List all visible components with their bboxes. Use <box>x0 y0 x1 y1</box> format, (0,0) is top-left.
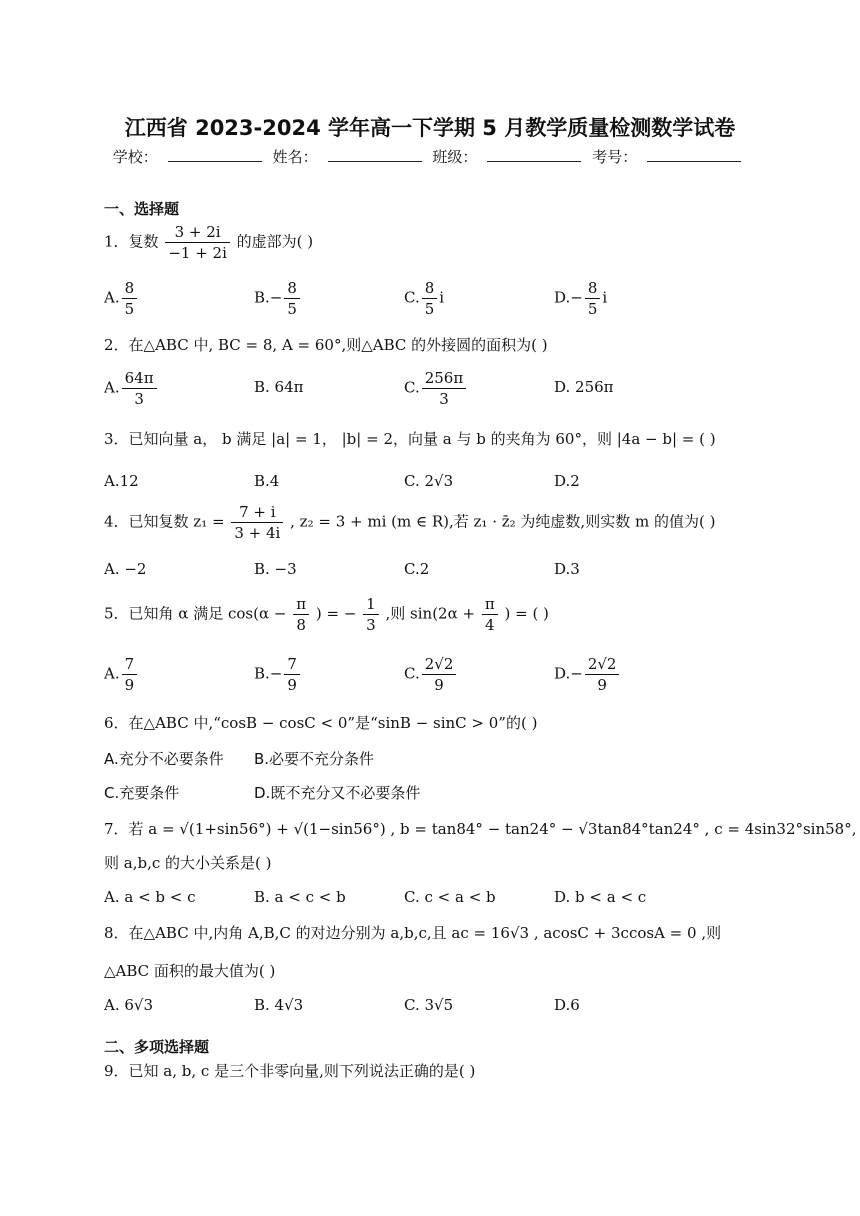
q8-option-c[interactable]: C. 3√5 <box>404 996 454 1014</box>
q8-option-d[interactable]: D.6 <box>554 996 580 1014</box>
class-label: 班级： <box>432 148 478 166</box>
q4-option-c[interactable]: C.2 <box>404 560 430 578</box>
q3-option-d[interactable]: D.2 <box>554 472 580 490</box>
question-3: 3．已知向量 a， b 满足 |a| = 1， |b| = 2，向量 a 与 b 的夹角为 60°，则 |4a − b| = ( ) <box>104 430 716 448</box>
q7-option-a[interactable]: A. a < b < c <box>104 888 196 906</box>
q7-option-c[interactable]: C. c < a < b <box>404 888 496 906</box>
name-label: 姓名： <box>272 148 318 166</box>
q4-option-a[interactable]: A. −2 <box>104 560 147 578</box>
q7-option-b[interactable]: B. a < c < b <box>254 888 346 906</box>
q2-option-c[interactable]: C. $\frac{256\pi}{3}$ <box>404 368 468 409</box>
q1-option-a[interactable]: A. $\frac{8}{5}$ <box>104 278 139 319</box>
q6-option-b[interactable]: B.必要不充分条件 <box>254 750 375 768</box>
q1-option-d[interactable]: D.− $\frac{8}{5}$ i <box>554 279 608 318</box>
q1-stem-b: 的虚部为( ) <box>236 232 314 251</box>
question-4: 4．已知复数 z₁ = $\frac{7 + i}{3 + 4i}$ , z₂ = 3 + mi (m ∈ R),若 z₁ · z̄₂ 为纯虚数,则实数 m 的值为( ) <box>104 503 716 542</box>
q6-option-c[interactable]: C.充要条件 <box>104 784 180 802</box>
q5-option-c[interactable]: C. $\frac{2√2}{9}$ <box>404 654 458 695</box>
school-blank[interactable] <box>168 147 262 162</box>
q8-option-a[interactable]: A. 6√3 <box>104 996 154 1014</box>
class-blank[interactable] <box>487 147 581 162</box>
q5-options <box>104 654 764 694</box>
q3-option-b[interactable]: B.4 <box>254 472 280 490</box>
q4-option-b[interactable]: B. −3 <box>254 560 297 578</box>
exam-title: 江西省 2023-2024 学年高一下学期 5 月教学质量检测数学试卷 <box>124 116 736 140</box>
question-2: 2．在△ABC 中, BC = 8, A = 60°,则△ABC 的外接圆的面积为( ) <box>104 336 548 354</box>
question-9: 9．已知 a, b, c 是三个非零向量,则下列说法正确的是( ) <box>104 1062 476 1080</box>
q7-option-d[interactable]: D. b < a < c <box>554 888 647 906</box>
q6-options-row2 <box>104 782 764 822</box>
q2-option-b[interactable]: B. 64π <box>254 378 304 396</box>
q5-option-b[interactable]: B.− $\frac{7}{9}$ <box>254 654 302 695</box>
q1-fraction: $\frac{3 + 2i}{-1 + 2i}$ <box>165 222 230 263</box>
student-info-row <box>0 146 860 167</box>
name-blank[interactable] <box>328 147 422 162</box>
q3-option-a[interactable]: A.12 <box>104 472 139 490</box>
section-heading-single-choice: 一、选择题 <box>104 200 180 218</box>
q1-options <box>104 278 764 318</box>
q2-option-a[interactable]: A. $\frac{64\pi}{3}$ <box>104 368 159 409</box>
q1-option-b[interactable]: B.− $\frac{8}{5}$ <box>254 278 302 319</box>
q5-option-a[interactable]: A. $\frac{7}{9}$ <box>104 654 139 695</box>
number-label: 考号： <box>592 148 638 166</box>
question-6: 6．在△ABC 中,“cosB − cosC < 0”是“sinB − sinC > 0”的( ) <box>104 714 538 732</box>
q6-option-a[interactable]: A.充分不必要条件 <box>104 750 224 768</box>
question-1 <box>104 222 764 263</box>
q2-options <box>104 368 764 408</box>
q2-option-d[interactable]: D. 256π <box>554 378 614 396</box>
section-heading-multi-choice: 二、多项选择题 <box>104 1038 210 1056</box>
q6-option-d[interactable]: D.既不充分又不必要条件 <box>254 784 421 802</box>
q8-option-b[interactable]: B. 4√3 <box>254 996 304 1014</box>
q5-option-d[interactable]: D.− $\frac{2√2}{9}$ <box>554 654 621 695</box>
q3-option-c[interactable]: C. 2√3 <box>404 472 454 490</box>
q1-option-c[interactable]: C. $\frac{8}{5}$ i <box>404 279 445 318</box>
q4-option-d[interactable]: D.3 <box>554 560 580 578</box>
question-5: 5．已知角 α 满足 cos(α − $\frac{\pi}{8}$ ) = − $\frac{1}{3}$ ,则 sin(2α + $\frac{\pi}{4}$ ) = ( ) <box>104 595 549 634</box>
question-7-line2: 则 a,b,c 的大小关系是( ) <box>104 854 272 872</box>
number-blank[interactable] <box>647 147 741 162</box>
school-label: 学校： <box>112 148 158 166</box>
q1-stem-a: 1．复数 <box>104 232 159 251</box>
q8-options <box>104 996 764 1036</box>
question-8: 8．在△ABC 中,内角 A,B,C 的对边分别为 a,b,c,且 ac = 16√3 , acosC + 3ccosA = 0 ,则 <box>104 924 722 942</box>
question-8-line2: △ABC 面积的最大值为( ) <box>104 962 276 980</box>
question-7: 7．若 a = √(1+sin56°) + √(1−sin56°) , b = tan84° − tan24° − √3tan84°tan24° , c = 4sin32°sin58°, <box>104 820 857 838</box>
